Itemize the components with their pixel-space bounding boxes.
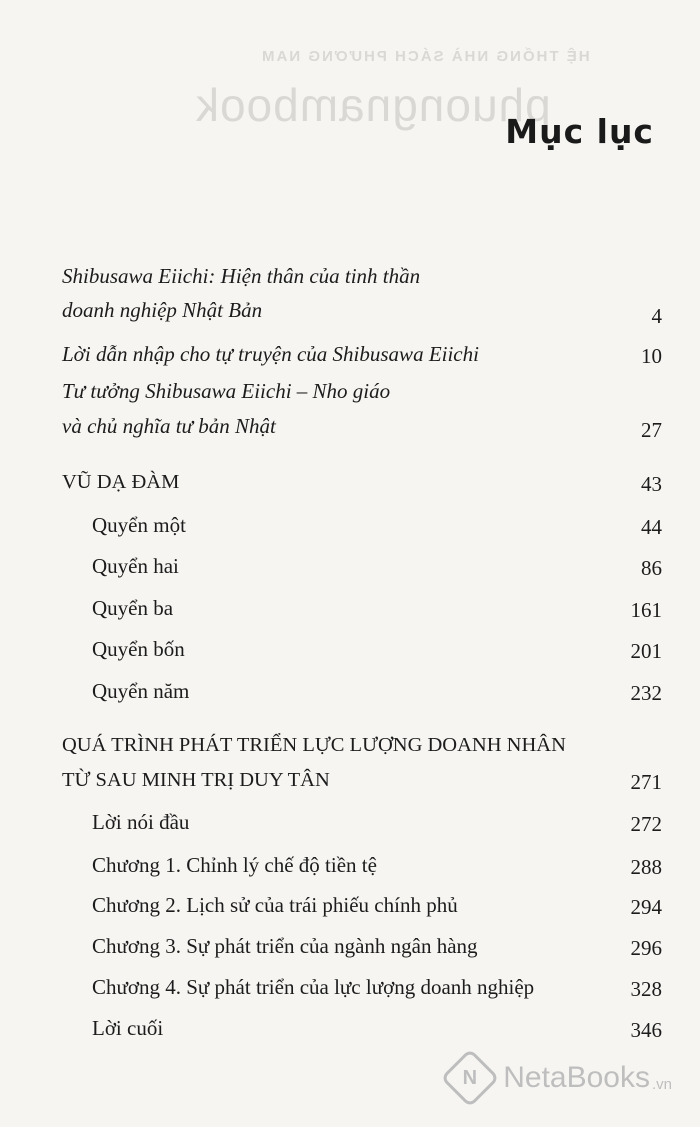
- toc-entry-line: Lời cuối: [92, 1016, 164, 1040]
- netabooks-logo-icon: N: [441, 1048, 500, 1107]
- toc-page-number: 43: [641, 472, 662, 496]
- toc-page-number: 86: [641, 556, 662, 580]
- toc-entry-line: Quyển một: [92, 513, 186, 537]
- toc-page-number: 232: [630, 681, 662, 705]
- toc-page-number: 346: [630, 1018, 662, 1042]
- toc-page-number: 288: [630, 855, 662, 879]
- toc-entry-line: Quyển hai: [92, 554, 179, 578]
- toc-entry-line: Chương 1. Chỉnh lý chế độ tiền tệ: [92, 853, 377, 877]
- toc-entry-line: Quyển năm: [92, 679, 190, 703]
- toc-entry-line: Quyển bốn: [92, 637, 185, 661]
- toc-page-number: 27: [641, 418, 662, 442]
- bleed-logo-text: phuongnambook: [195, 79, 551, 131]
- toc-entry-line: và chủ nghĩa tư bản Nhật: [62, 414, 276, 438]
- toc-page-number: 271: [630, 770, 662, 794]
- page-title: Mục lục: [505, 112, 654, 151]
- toc-page-number: 10: [641, 344, 662, 368]
- toc-page-number: 328: [630, 977, 662, 1001]
- toc-page-number: 272: [630, 812, 662, 836]
- toc-entry-line: Chương 3. Sự phát triển của ngành ngân hàng: [92, 934, 478, 958]
- toc-page-number: 4: [651, 304, 662, 328]
- toc-entry-line: Lời dẫn nhập cho tự truyện của Shibusawa Eiichi: [62, 342, 479, 366]
- watermark-suffix: .vn: [651, 1076, 672, 1093]
- toc-section-heading: VŨ DẠ ĐÀM: [62, 471, 180, 493]
- toc-entry-line: doanh nghiệp Nhật Bản: [62, 298, 263, 322]
- toc-page-number: 201: [630, 639, 662, 663]
- toc-page-number: 294: [630, 895, 662, 919]
- toc-entry-line: Quyển ba: [92, 596, 174, 620]
- toc-page-number: 44: [641, 515, 662, 539]
- toc-section-heading: QUÁ TRÌNH PHÁT TRIỂN LỰC LƯỢNG DOANH NHÂN: [62, 734, 566, 756]
- toc-entry-line: Chương 2. Lịch sử của trái phiếu chính phủ: [92, 893, 458, 917]
- watermark: [449, 1057, 672, 1099]
- toc-entry-line: Chương 4. Sự phát triển của lực lượng doanh nghiệp: [92, 975, 535, 999]
- toc-entry-line: Lời nói đầu: [92, 810, 190, 834]
- toc-entry-line: Tư tưởng Shibusawa Eiichi – Nho giáo: [62, 379, 391, 403]
- toc-page-number: 296: [630, 936, 662, 960]
- bleed-top-text: HỆ THỐNG NHÀ SÁCH PHƯƠNG NAM: [260, 48, 590, 65]
- watermark-name: NetaBooks: [503, 1061, 650, 1094]
- toc-section-heading: TỪ SAU MINH TRỊ DUY TÂN: [62, 769, 330, 791]
- toc-entry-line: Shibusawa Eiichi: Hiện thân của tinh thần: [62, 264, 421, 288]
- toc-page-number: 161: [630, 598, 662, 622]
